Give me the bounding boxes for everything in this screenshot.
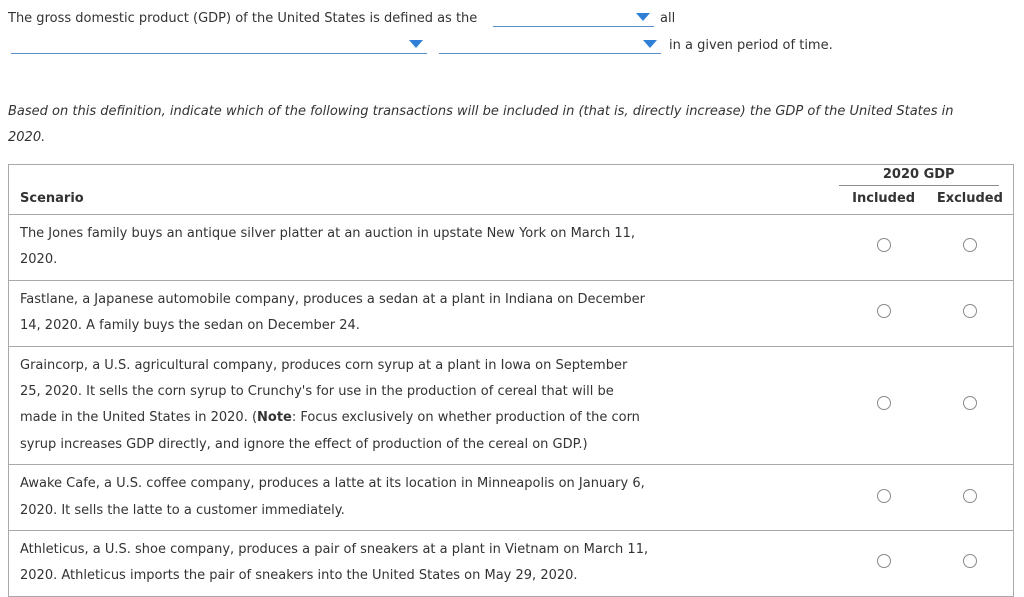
excluded-column-header: Excluded: [936, 191, 1003, 206]
radio-group: [841, 280, 1014, 346]
radio-group: [841, 346, 1014, 465]
excluded-radio[interactable]: [963, 396, 977, 410]
note-label: Note: [257, 410, 292, 426]
definition-text-end: in a given period of time.: [669, 38, 833, 53]
definition-dropdown-3[interactable]: [439, 37, 661, 54]
chevron-down-icon: [643, 40, 657, 48]
chevron-down-icon: [636, 13, 650, 21]
included-radio[interactable]: [877, 304, 891, 318]
definition-text-all: all: [660, 11, 676, 26]
scenario-text: Fastlane, a Japanese automobile company, produces a sedan at a plant in Indiana on December 14, 2020. A family buys the sedan on December 24.: [9, 280, 841, 346]
scenario-text: The Jones family buys an antique silver platter at an auction in upstate New York on March 11, 2020.: [9, 215, 841, 281]
scenario-text-part-2: : Focus exclusively on whether production of the corn syrup increases GDP directly, and ignore the effect of production of the cereal on GDP.): [20, 410, 640, 452]
excluded-radio[interactable]: [963, 554, 977, 568]
scenario-header: Scenario: [9, 165, 841, 215]
table-row: [9, 346, 1014, 465]
excluded-radio[interactable]: [963, 238, 977, 252]
radio-group: [841, 531, 1014, 597]
definition-text-start: The gross domestic product (GDP) of the United States is defined as the: [8, 11, 478, 26]
scenario-text: [9, 346, 841, 465]
definition-dropdown-2[interactable]: [11, 37, 427, 54]
excluded-radio[interactable]: [963, 489, 977, 503]
included-radio[interactable]: [877, 554, 891, 568]
table-row: [9, 215, 1014, 281]
scenario-text: Athleticus, a U.S. shoe company, produces a pair of sneakers at a plant in Vietnam on March 11, 2020. Athleticus imports the pair of sneakers into the United States on May 29, 2020.: [20, 542, 649, 584]
table-header-row: [9, 165, 1014, 215]
included-radio[interactable]: [877, 396, 891, 410]
table-row: [9, 280, 1014, 346]
instruction-line-1: Based on this definition, indicate which of the following transactions will be included in (that is, directly increase) the GDP of the United States in: [8, 104, 954, 119]
table-row: [9, 465, 1014, 531]
scenario-text: Awake Cafe, a U.S. coffee company, produces a latte at its location in Minneapolis on January 6, 2020. It sells the latte to a customer immediately.: [9, 465, 841, 531]
gdp-group-header: [841, 165, 1014, 215]
chevron-down-icon: [409, 40, 423, 48]
scenario-text-part-1: Graincorp, a U.S. agricultural company, produces corn syrup at a plant in Iowa on September 25, 2020. It sells the corn syrup to Crunchy's for use in the production of cereal that will be made in the United States in 2020. (: [20, 357, 628, 426]
radio-group: [841, 215, 1014, 281]
radio-group: [841, 465, 1014, 531]
definition-dropdown-1[interactable]: [493, 10, 654, 27]
included-radio[interactable]: [877, 489, 891, 503]
gdp-scenario-table: [8, 164, 1014, 597]
included-column-header: Included: [852, 191, 916, 206]
instruction-line-2: 2020.: [8, 130, 46, 145]
table-row: [9, 531, 1014, 597]
excluded-radio[interactable]: [963, 304, 977, 318]
included-radio[interactable]: [877, 238, 891, 252]
gdp-year-header: 2020 GDP: [839, 167, 1000, 186]
